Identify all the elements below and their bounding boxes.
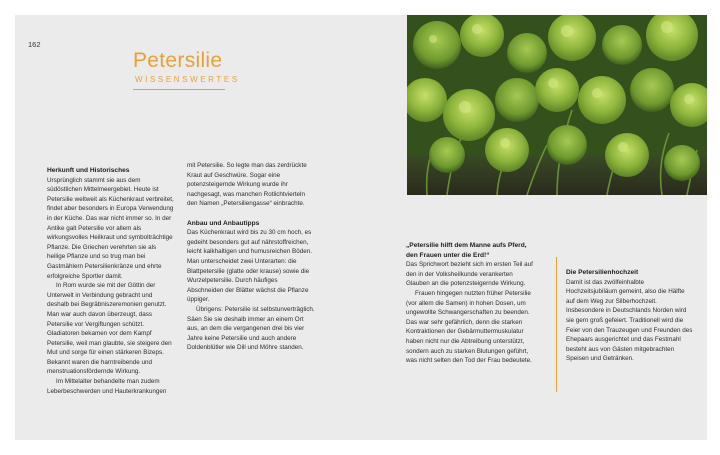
paragraph: Ursprünglich stammt sie aus dem südöstlichen Mittelmeergebiet. Heute ist Petersilie weltweit als Küchenkraut verbreitet, findet aber besonders in Europa Verwendung in der Küche. Das war nicht immer so. In der Antike galt Petersilie vor allem als wirkungsvolles Heilkraut und symbolträchtige Pflanze. Die Griechen verehrten sie als heilige Pflanze und so trug man bei Gastmählern Petersilienkränze und ehrte erfolgreiche Sportler damit. [47, 176, 174, 280]
title-rule [133, 89, 225, 90]
paragraph: Das Sprichwort bezieht sich im ersten Teil auf den in der Volksheilkunde verankerten Glauben an die potenzsteigernde Wirkung. [406, 261, 533, 288]
heading-cultivation: Anbau und Anbautipps [187, 219, 260, 227]
column-proverb [406, 241, 534, 366]
page-subtitle: WISSENSWERTES [135, 75, 240, 84]
paragraph: In Rom wurde sie mit der Göttin der Unterwelt in Verbindung gebracht und deshalb bei Begräbniszeremonien genutzt. Man war auch davon überzeugt, dass Petersilie vor Vergiftungen schützt. Gladiatoren bekamen vor dem Kampf Petersilie, weil man glaubte, sie steigere den Mut und sorge für einen stärkeren Bizeps. Bekannt waren die harntreibende und menstruationsfördernde Wirkung. [47, 282, 172, 376]
heading-history: Herkunft und Historisches [47, 167, 130, 174]
column-cultivation [187, 161, 315, 353]
page-number: 162 [28, 40, 41, 49]
heading-wedding: Die Petersilienhochzeit [566, 269, 639, 276]
column-wedding [566, 268, 694, 364]
paragraph: Im Mittelalter behandelte man zudem Leberbeschwerden und Hauterkrankungen [47, 378, 167, 395]
paragraph: Frauen hingegen nutzten früher Petersilie (vor allem die Samen) in hohen Dosen, um ungewollte Schwangerschaften zu beenden. Das war sehr gefährlich, denn die starken Kontraktionen der Gebärmuttermuskulatur haben nicht nur die Abtreibung unterstützt, sondern auch zu starken Blutungen geführt, was nicht selten den Tod der Frau bedeutete. [406, 289, 532, 365]
paragraph: Damit ist das zwölfeinhalbte Hochzeitsjubiläum gemeint, also die Hälfte auf dem Weg zur Silberhochzeit. Insbesondere in Deutschlands Norden wird sie gern groß gefeiert. Traditionell wird die Feier von den Trauzeugen und Freunden des Ehepaars ausgerichtet und das Festmahl besteht aus von Gästen mitgebrachten Speisen und Getränken. [566, 278, 693, 363]
paragraph: Übrigens: Petersilie ist selbstunverträglich. Säen Sie sie deshalb immer an einem Ort aus, an dem die vergangenen drei bis vier Jahre keine Petersilie und auch andere Doldenblütler wie Dill und Möhre standen. [187, 305, 315, 352]
book-spread [15, 15, 707, 440]
parsley-photo [407, 15, 707, 195]
proverb-quote: „Petersilie hilft dem Manne aufs Pferd, den Frauen unter die Erd!“ [406, 242, 527, 259]
sidebar-rule [556, 257, 557, 392]
column-history [47, 166, 175, 396]
paragraph: mit Petersilie. So legte man das zerdrückte Kraut auf Geschwüre. Sogar eine potenzsteigernde Wirkung wurde ihr nachgesagt, was manchen Rotlichtvierteln den Namen „Petersiliengasse“ einbrachte. [187, 162, 307, 208]
paragraph: Das Küchenkraut wird bis zu 30 cm hoch, es gedeiht besonders gut auf nährstoffreichen, leicht kalkhaltigen und humusreichen Böden. Man unterscheidet zwei Unterarten: die Blattpetersilie (glatte oder krause) sowie die Wurzelpetersilie. Durch häufiges Abschneiden der Blätter wächst die Pflanze üppiger. [187, 229, 312, 304]
page-title: Petersilie [133, 49, 223, 72]
parsley-image [407, 15, 707, 195]
